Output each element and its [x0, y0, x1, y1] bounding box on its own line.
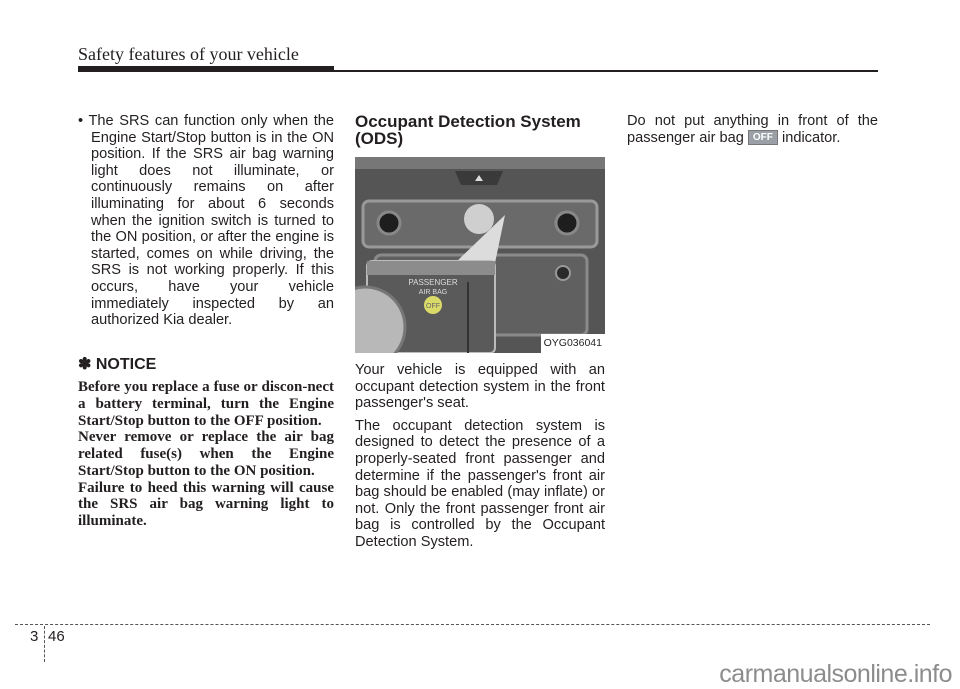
notice-paragraph: Failure to heed this warning will cause the SRS air bag warning light to illuminate. — [78, 479, 334, 529]
column-3 — [627, 113, 878, 146]
section-heading: Occupant Detection System (ODS) — [355, 112, 581, 148]
paragraph: The occupant detection system is designed to detect the presence of a properly-seated front passenger and determine if the passenger's front air bag should be enabled (may inflate) or not. Only the front passenger front air bag is controlled by the Occupant Detection System. — [355, 417, 605, 550]
notice-paragraph: Never remove or replace the air bag related fuse(s) when the Engine Start/Stop button to the ON position. — [78, 429, 334, 479]
footer-rule — [15, 624, 930, 625]
paragraph: Your vehicle is equipped with an occupant detection system in the front passenger's seat. — [355, 362, 605, 412]
airbag-off-indicator-icon: OFF — [748, 130, 778, 145]
header-rule — [78, 70, 878, 72]
section-number: 3 — [30, 628, 39, 645]
off-indicator-label: OFF — [426, 303, 440, 310]
airbag-label: AIR BAG — [418, 289, 448, 296]
passenger-label: PASSENGER — [408, 278, 458, 287]
bullet-item: • The SRS can function only when the Engine Start/Stop button is in the ON position. If the SRS air bag warning light does not illuminate, or continuously remains on after illuminating for about 6 seconds when the ignition switch is turned to the ON position, or after the engine is started, comes on while driving, the SRS is not working properly. If this occurs, have your vehicle immediately inspected by an authorized Kia dealer. — [78, 113, 334, 329]
dashboard-illustration — [355, 157, 605, 353]
column-2 — [355, 113, 605, 557]
ods-illustration — [355, 157, 605, 353]
notice-title: ✽ NOTICE — [78, 355, 157, 373]
watermark: carmanualsonline.info — [719, 660, 952, 688]
page-number-divider — [44, 626, 45, 662]
page-header-title: Safety features of your vehicle — [78, 44, 299, 64]
column-1 — [78, 113, 334, 530]
paragraph-text: Do not put anything in front of the passenger air bag — [627, 113, 878, 146]
image-caption: OYG036041 — [541, 334, 605, 353]
paragraph-text: indicator. — [781, 129, 841, 146]
bullet-text: The SRS can function only when the Engine Start/Stop button is in the ON position. If the SRS air bag warning light does not illuminate, or continuously remains on after illuminating for about 6 seconds when the ignition switch is turned to the ON position, or after the engine is started, comes on while driving, the SRS is not working properly. If this occurs, have your vehicle immediately inspected by an authorized Kia dealer. — [88, 113, 334, 329]
page-number: 46 — [48, 628, 65, 645]
notice-paragraph: Before you replace a fuse or discon-nect a battery terminal, turn the Engine Start/Stop button to the OFF position. — [78, 379, 334, 429]
